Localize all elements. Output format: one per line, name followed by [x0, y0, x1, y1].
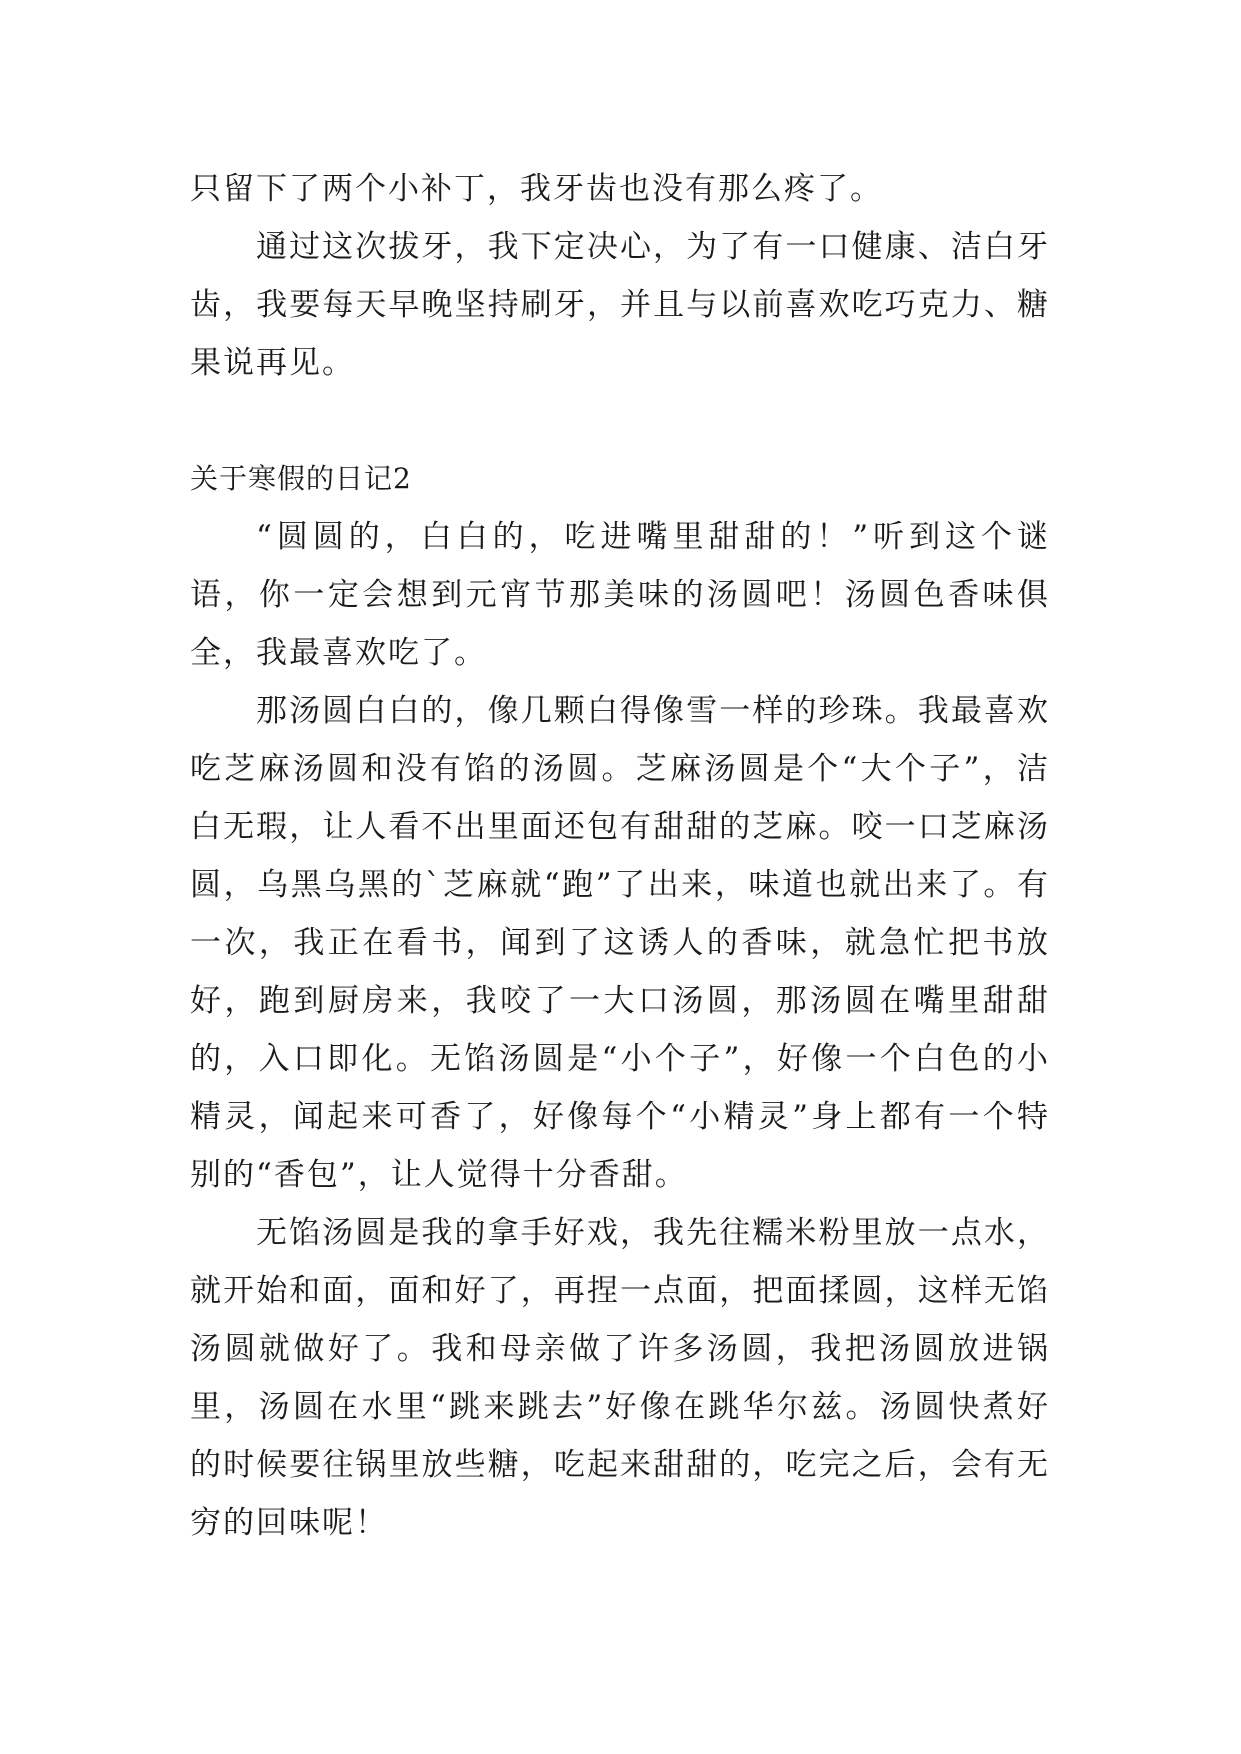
section-spacer — [190, 392, 1050, 450]
paragraph-description: 那汤圆白白的，像几颗白得像雪一样的珍珠。我最喜欢吃芝麻汤圆和没有馅的汤圆。芝麻汤圆是个“大个子”，洁白无瑕，让人看不出里面还包有甜甜的芝麻。咬一口芝麻汤圆，乌黑乌黑的`芝麻就“跑”了出来，味道也就出来了。有一次，我正在看书，闻到了这诱人的香味，就急忙把书放好，跑到厨房来，我咬了一大口汤圆，那汤圆在嘴里甜甜的，入口即化。无馅汤圆是“小个子”，好像一个白色的小精灵，闻起来可香了，好像每个“小精灵”身上都有一个特别的“香包”，让人觉得十分香甜。 — [190, 693, 1050, 1193]
paragraph-conclusion: 通过这次拔牙，我下定决心，为了有一口健康、洁白牙齿，我要每天早晚坚持刷牙，并且与以前喜欢吃巧克力、糖果说再见。 — [190, 229, 1050, 381]
paragraph-continuation: 只留下了两个小补丁，我牙齿也没有那么疼了。 — [190, 171, 883, 207]
paragraph-riddle: “圆圆的，白白的，吃进嘴里甜甜的！”听到这个谜语，你一定会想到元宵节那美味的汤圆吧！汤圆色香味俱全，我最喜欢吃了。 — [190, 519, 1050, 671]
paragraph-making: 无馅汤圆是我的拿手好戏，我先往糯米粉里放一点水，就开始和面，面和好了，再捏一点面，把面揉圆，这样无馅汤圆就做好了。我和母亲做了许多汤圆，我把汤圆放进锅里，汤圆在水里“跳来跳去”好像在跳华尔兹。汤圆快煮好的时候要往锅里放些糖，吃起来甜甜的，吃完之后，会有无穷的回味呢！ — [190, 1215, 1050, 1541]
document-body — [190, 160, 1050, 1552]
section-title: 关于寒假的日记2 — [190, 462, 412, 495]
